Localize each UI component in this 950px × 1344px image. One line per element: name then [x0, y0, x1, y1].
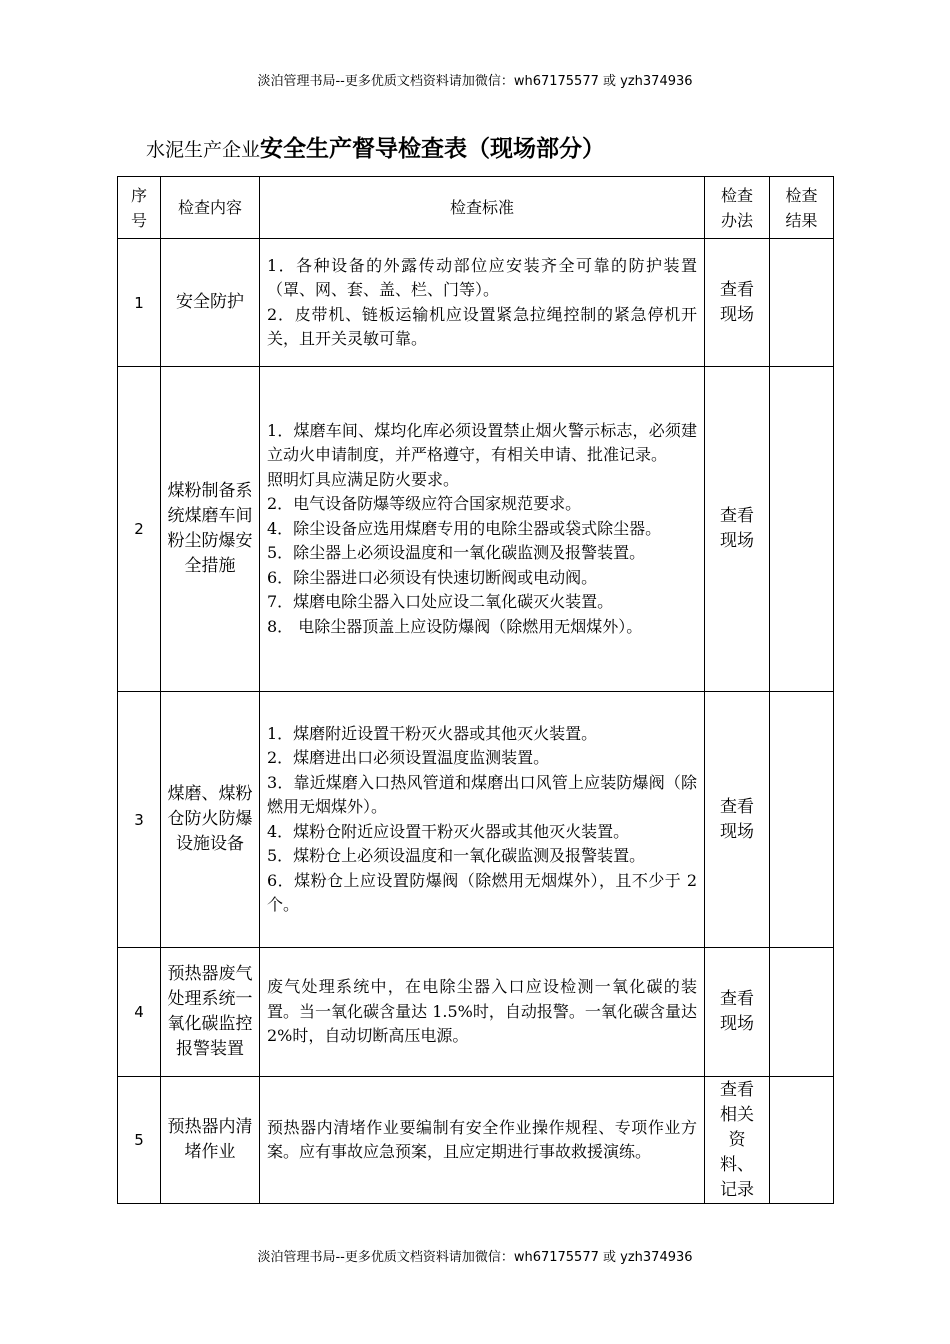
header-standard: 检查标准	[260, 177, 705, 239]
row-method: 查看现场	[705, 948, 770, 1077]
table-header-row	[118, 177, 834, 239]
standard-line: 2．皮带机、链板运输机应设置紧急拉绳控制的紧急停机开关，且开关灵敏可靠。	[267, 304, 697, 348]
row-item: 预热器废气处理系统一氧化碳监控报警装置	[161, 948, 260, 1077]
standard-line: 废气处理系统中，在电除尘器入口应设检测一氧化碳的装置。当一氧化碳含量达 1.5%时，自动报警。一氧化碳含量达 2%时，自动切断高压电源。	[267, 977, 697, 1046]
row-num: 4	[118, 948, 161, 1077]
header-result: 检查结果	[770, 177, 834, 239]
row-result	[770, 367, 834, 692]
standard-line: 2．电气设备防爆等级应符合国家规范要求。	[267, 494, 582, 514]
row-num: 5	[118, 1077, 161, 1204]
standard-line: 4．煤粉仓附近应设置干粉灭火器或其他灭火装置。	[267, 821, 630, 841]
table-row	[118, 367, 834, 692]
table-row	[118, 1077, 834, 1204]
table-row	[118, 948, 834, 1077]
row-standard	[260, 239, 705, 367]
row-num: 2	[118, 367, 161, 692]
inspection-table	[117, 176, 834, 1204]
row-item: 煤粉制备系统煤磨车间粉尘防爆安全措施	[161, 367, 260, 692]
title-main: 安全生产督导检查表（现场部分）	[260, 136, 606, 162]
row-item: 预热器内清堵作业	[161, 1077, 260, 1204]
standard-line: 7．煤磨电除尘器入口处应设二氧化碳灭火装置。	[267, 592, 614, 612]
standard-line: 5．煤粉仓上必须设温度和一氧化碳监测及报警装置。	[267, 846, 646, 865]
row-item: 煤磨、煤粉仓防火防爆设施设备	[161, 692, 260, 948]
row-num: 1	[118, 239, 161, 367]
standard-line: 3．靠近煤磨入口热风管道和煤磨出口风管上应装防爆阀（除燃用无烟煤外）。	[267, 772, 697, 816]
row-result	[770, 1077, 834, 1204]
table-row	[118, 692, 834, 948]
standard-line: 1．煤磨车间、煤均化库必须设置禁止烟火警示标志，必须建立动火申请制度，并严格遵守，有相关申请、批准记录。	[267, 420, 697, 465]
page-title	[146, 130, 605, 163]
row-method: 查看现场	[705, 367, 770, 692]
row-num: 3	[118, 692, 161, 948]
row-standard	[260, 948, 705, 1077]
row-method: 查看现场	[705, 692, 770, 948]
page-header: 淡泊管理书局--更多优质文档资料请加微信：wh67175577 或 yzh374936	[257, 74, 693, 89]
row-method: 查看相关资料、记录	[705, 1077, 770, 1204]
row-method: 查看现场	[705, 239, 770, 367]
row-standard	[260, 367, 705, 692]
standard-line: 2．煤磨进出口必须设置温度监测装置。	[267, 748, 550, 767]
header-num: 序号	[118, 177, 161, 239]
page-footer: 淡泊管理书局--更多优质文档资料请加微信：wh67175577 或 yzh374936	[257, 1250, 693, 1265]
standard-line: 1．各种设备的外露传动部位应安装齐全可靠的防护装置（罩、网、套、盖、栏、门等）。	[267, 255, 697, 299]
row-result	[770, 948, 834, 1077]
standard-line: 8． 电除尘器顶盖上应设防爆阀（除燃用无烟煤外）。	[267, 616, 643, 636]
header-item: 检查内容	[161, 177, 260, 239]
row-standard	[260, 1077, 705, 1204]
row-result	[770, 239, 834, 367]
header-method: 检查办法	[705, 177, 770, 239]
standard-line: 预热器内清堵作业要编制有安全作业操作规程、专项作业方案。应有事故应急预案，且应定期进行事故救援演练。	[267, 1117, 697, 1161]
table-row	[118, 239, 834, 367]
row-item: 安全防护	[161, 239, 260, 367]
standard-line: 1．煤磨附近设置干粉灭火器或其他灭火装置。	[267, 723, 598, 743]
standard-line: 4．除尘设备应选用煤磨专用的电除尘器或袋式除尘器。	[267, 518, 662, 538]
standard-line: 照明灯具应满足防火要求。	[267, 469, 460, 489]
title-prefix: 水泥生产企业	[146, 139, 261, 161]
standard-line: 5．除尘器上必须设温度和一氧化碳监测及报警装置。	[267, 543, 646, 563]
row-standard	[260, 692, 705, 948]
standard-line: 6．除尘器进口必须设有快速切断阀或电动阀。	[267, 567, 598, 587]
row-result	[770, 692, 834, 948]
standard-line: 6．煤粉仓上应设置防爆阀（除燃用无烟煤外），且不少于 2 个。	[267, 870, 697, 914]
